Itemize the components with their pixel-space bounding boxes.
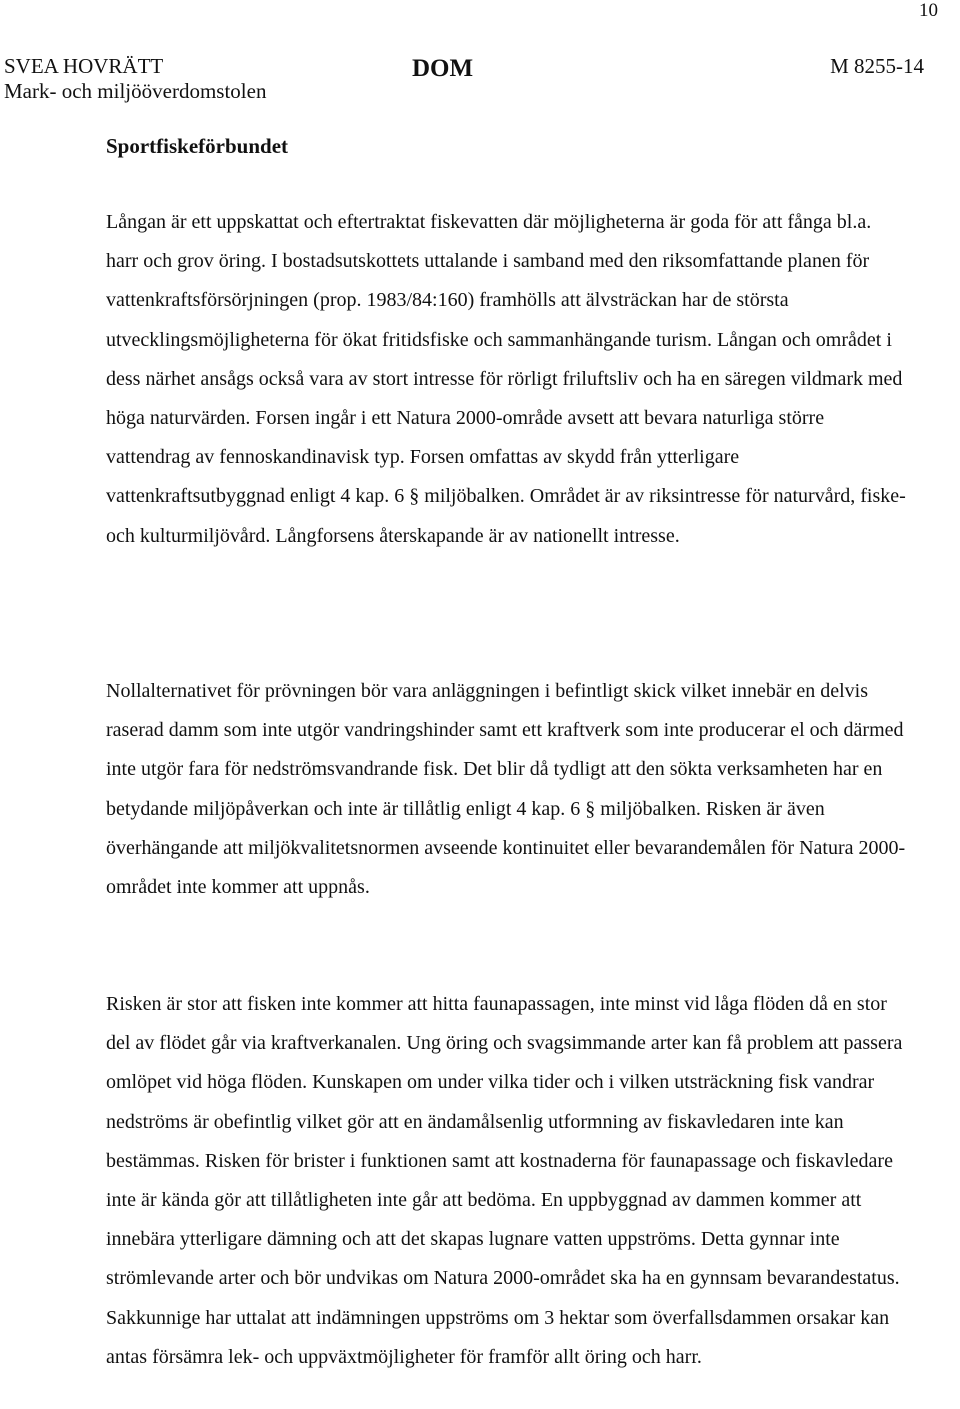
case-number: M 8255-14: [830, 54, 924, 78]
document-type: DOM: [412, 55, 474, 82]
court-name: SVEA HOVRÄTT: [4, 54, 164, 78]
court-division: Mark- och miljööverdomstolen: [4, 79, 267, 103]
body-paragraph: Risken är stor att fisken inte kommer att hitta faunapassagen, inte minst vid låga flöden då en stor del av flödet går via kraftverkanalen. Ung öring och svagsimmande arter kan få problem att passera omlöpet vid höga flöden. Kunskapen om under vilka tider och i vilken utsträckning fisk vandrar nedströms är obefintlig vilket gör att en ändamålsenlig utformning av fiskavledaren inte kan bestämmas. Risken för brister i funktionen samt att kostnaderna för faunapassage och fiskavledare inte är kända gör att tillåtligheten inte går att bedöma. En uppbyggnad av dammen kommer att innebära ytterligare dämning och att det skapas lugnare vatten uppströms. Detta gynnar inte strömlevande arter och bör undvikas om Natura 2000-området ska ha en gynnsam bevarandestatus. Sakkunnige har uttalat att indämningen uppströms om 3 hektar som överfallsdammen orsakar kan antas försämra lek- och uppväxtmöjligheter för framför allt öring och harr.: [106, 993, 903, 1368]
document-header: [4, 54, 924, 106]
body-paragraph: Långan är ett uppskattat och eftertraktat fiskevatten där möjligheterna är goda för att fånga bl.a. harr och grov öring. I bostadsutskottets uttalande i samband med den riksomfattande planen för vattenkraftsförsörjningen (prop. 1983/84:160) framhölls att älvsträckan har de största utvecklingsmöjligheterna för ökat fritidsfiske och sammanhängande turism. Långan och området i dess närhet ansågs också vara av stort intresse för rörligt friluftsliv och ha en säregen vildmark med höga naturvärden. Forsen ingår i ett Natura 2000-område avsett att bevara naturliga större vattendrag av fennoskandinavisk typ. Forsen omfattas av skydd från ytterligare vattenkraftsutbyggnad enligt 4 kap. 6 § miljöbalken. Området är av riksintresse för naturvård, fiske- och kulturmiljövård. Långforsens återskapande är av nationellt intresse.: [106, 211, 906, 547]
section-heading: Sportfiskeförbundet: [106, 134, 289, 158]
page-number: 10: [919, 0, 938, 21]
court-info: [4, 54, 266, 104]
body-paragraph: Nollalternativet för prövningen bör vara anläggningen i befintligt skick vilket innebär en delvis raserad damm som inte utgör vandringshinder samt ett kraftverk som inte producerar el och därmed inte utgör fara för nedströmsvandrande fisk. Det blir då tydligt att den sökta verksamheten har en betydande miljöpåverkan och inte är tillåtlig enligt 4 kap. 6 § miljöbalken. Risken är även överhängande att miljökvalitetsnormen avseende kontinuitet eller bevarandemålen för Natura 2000-området inte kommer att uppnås.: [106, 680, 906, 899]
